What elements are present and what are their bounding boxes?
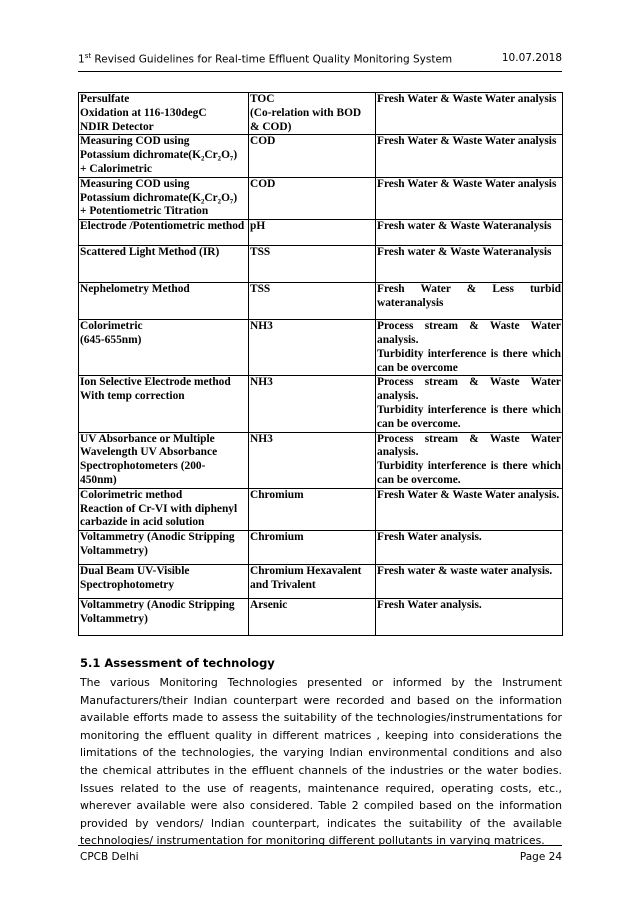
cell-line: Colorimetric method: [80, 488, 183, 501]
document-date: 10.07.2018: [501, 52, 562, 64]
cell-line: pH: [250, 220, 266, 233]
cell-line: With temp correction: [80, 390, 185, 403]
page-header: [78, 52, 562, 66]
cell-line: (Co-relation with BOD: [250, 106, 362, 119]
table-row: [79, 376, 563, 432]
cell-line: Nephelometry Method: [80, 283, 190, 296]
table-row: [79, 599, 563, 636]
page-footer: [80, 851, 562, 863]
cell-line: Reaction of Cr-VI with diphenyl: [80, 502, 238, 515]
table-cell-parameter: [249, 488, 376, 530]
cell-line: UV Absorbance or Multiple: [80, 432, 215, 445]
header-rule: [78, 71, 562, 72]
cell-line: Fresh Water analysis.: [377, 531, 482, 544]
table-row: [79, 320, 563, 376]
table-cell-application: [376, 283, 563, 320]
table-cell-parameter: [249, 177, 376, 219]
cell-line: Process stream & Waste Water analysis.: [377, 376, 561, 403]
cell-line: COD: [250, 135, 276, 148]
cell-line: Voltammetry): [80, 612, 148, 625]
cell-line: Scattered Light Method (IR): [80, 246, 220, 259]
table-row: [79, 93, 563, 135]
table-cell-application: [376, 246, 563, 283]
cell-line: + Calorimetric: [80, 162, 152, 175]
cell-line: Process stream & Waste Water analysis.: [377, 320, 561, 346]
table-cell-parameter: [249, 565, 376, 599]
table-row: [79, 283, 563, 320]
cell-line: Fresh Water & Waste Water analysis.: [377, 488, 560, 501]
table-row: [79, 432, 563, 488]
cell-line: Fresh Water & Less turbid wateranalysis: [377, 283, 561, 309]
cell-line: NDIR Detector: [80, 120, 154, 133]
table-cell-application: [376, 177, 563, 219]
footer-rule: [78, 845, 562, 846]
table-row: [79, 135, 563, 177]
cell-line: COD: [250, 177, 276, 190]
table-cell-application: [376, 599, 563, 636]
cell-line: Measuring COD using: [80, 135, 190, 148]
table-cell-application: [376, 531, 563, 565]
cell-line: Fresh water & Waste Wateranalysis: [377, 220, 552, 233]
cell-line: Fresh Water & Waste Water analysis: [377, 177, 557, 190]
cell-line: TSS: [250, 246, 271, 259]
cell-line: carbazide in acid solution: [80, 516, 205, 529]
cell-line: Voltammetry (Anodic Stripping: [80, 531, 235, 544]
cell-line: Fresh water & waste water analysis.: [377, 565, 553, 578]
cell-line: Potassium dichromate(K₂Cr₂O₇): [80, 191, 238, 204]
cell-line: NH3: [250, 376, 273, 389]
cell-line: NH3: [250, 432, 273, 445]
cell-line: Process stream & Waste Water analysis.: [377, 432, 561, 459]
page-number: Page 24: [519, 851, 562, 863]
section-heading: 5.1 Assessment of technology: [80, 656, 275, 670]
cell-line: 450nm): [80, 473, 117, 486]
table-cell-parameter: [249, 531, 376, 565]
cell-line: Electrode /Potentiometric method: [80, 220, 245, 233]
table-cell-method: [79, 320, 249, 376]
table-row: [79, 246, 563, 283]
cell-line: Fresh Water analysis.: [377, 599, 482, 612]
table-cell-application: [376, 432, 563, 488]
cell-line: (645-655nm): [80, 333, 142, 346]
cell-line: Measuring COD using: [80, 177, 190, 190]
table-cell-application: [376, 320, 563, 376]
table-cell-method: [79, 283, 249, 320]
table-cell-parameter: [249, 93, 376, 135]
cell-line: Turbidity interference is there which can be overcome.: [377, 460, 561, 486]
table-cell-parameter: [249, 283, 376, 320]
cell-line: NH3: [250, 320, 273, 333]
cell-line: Turbidity interference is there which can be overcome.: [377, 403, 561, 430]
table-cell-method: [79, 177, 249, 219]
cell-line: Chromium: [250, 488, 304, 501]
cell-line: Fresh Water & Waste Water analysis: [377, 135, 557, 148]
cell-line: Spectrophotometers (200-: [80, 460, 206, 473]
table-cell-parameter: [249, 376, 376, 432]
table-cell-parameter: [249, 320, 376, 376]
cell-line: Voltammetry (Anodic Stripping: [80, 599, 235, 612]
table-cell-method: [79, 93, 249, 135]
table-cell-application: [376, 135, 563, 177]
table-cell-method: [79, 246, 249, 283]
cell-line: Ion Selective Electrode method: [80, 376, 231, 389]
table-cell-method: [79, 488, 249, 530]
cell-line: Persulfate: [80, 93, 130, 105]
table-cell-parameter: [249, 599, 376, 636]
table-row: [79, 177, 563, 219]
table-cell-method: [79, 220, 249, 246]
cell-line: Voltammetry): [80, 544, 148, 557]
cell-line: Chromium: [250, 531, 304, 544]
table-cell-method: [79, 432, 249, 488]
cell-line: + Potentiometric Titration: [80, 205, 209, 218]
footer-organization: CPCB Delhi: [80, 851, 139, 863]
table-cell-parameter: [249, 246, 376, 283]
table-cell-application: [376, 488, 563, 530]
table-cell-parameter: [249, 432, 376, 488]
cell-line: Colorimetric: [80, 320, 143, 333]
assessment-section: [80, 656, 562, 850]
table-cell-application: [376, 376, 563, 432]
cell-line: & COD): [250, 120, 292, 133]
table-cell-method: [79, 565, 249, 599]
technology-table: [78, 92, 563, 636]
cell-line: Potassium dichromate(K₂Cr₂O₇): [80, 149, 238, 162]
cell-line: Spectrophotometry: [80, 578, 175, 591]
table-cell-method: [79, 376, 249, 432]
table-row: [79, 565, 563, 599]
cell-line: Fresh Water & Waste Water analysis: [377, 93, 557, 105]
table-row: [79, 531, 563, 565]
cell-line: Dual Beam UV-Visible: [80, 565, 190, 578]
table-cell-method: [79, 599, 249, 636]
cell-line: Fresh water & Waste Wateranalysis: [377, 246, 552, 259]
cell-line: and Trivalent: [250, 578, 316, 591]
table-row: [79, 220, 563, 246]
table-cell-application: [376, 565, 563, 599]
table-cell-application: [376, 220, 563, 246]
cell-line: Arsenic: [250, 599, 288, 612]
table-cell-method: [79, 135, 249, 177]
document-title: 1st Revised Guidelines for Real-time Effluent Quality Monitoring System: [78, 52, 453, 66]
cell-line: Turbidity interference is there which can be overcome: [377, 347, 561, 374]
table-cell-application: [376, 93, 563, 135]
table-cell-parameter: [249, 135, 376, 177]
cell-line: TSS: [250, 283, 271, 296]
cell-line: Chromium Hexavalent: [250, 565, 362, 578]
table-row: [79, 488, 563, 530]
cell-line: TOC: [250, 93, 275, 105]
table-cell-method: [79, 531, 249, 565]
cell-line: Oxidation at 116-130degC: [80, 106, 207, 119]
table-cell-parameter: [249, 220, 376, 246]
section-body: The various Monitoring Technologies presented or informed by the Instrument Manufacturers/their Indian counterpart were recorded and based on the information available efforts made to assess the suitability of the technologies/instrumentations for monitoring the effluent quality in different matrices , keeping into considerations the limitations of the technologies, the varying Indian environmental conditions and also the chemical attributes in the effluent channels of the industries or the water bodies. Issues related to the use of reagents, maintenance required, operating costs, etc., wherever available were also considered. Table 2 compiled based on the information provided by vendors/ Indian counterpart, indicates the suitability of the available technologies/ instrumentation for monitoring different pollutants in varying matrices.: [80, 676, 562, 848]
cell-line: Wavelength UV Absorbance: [80, 446, 218, 459]
